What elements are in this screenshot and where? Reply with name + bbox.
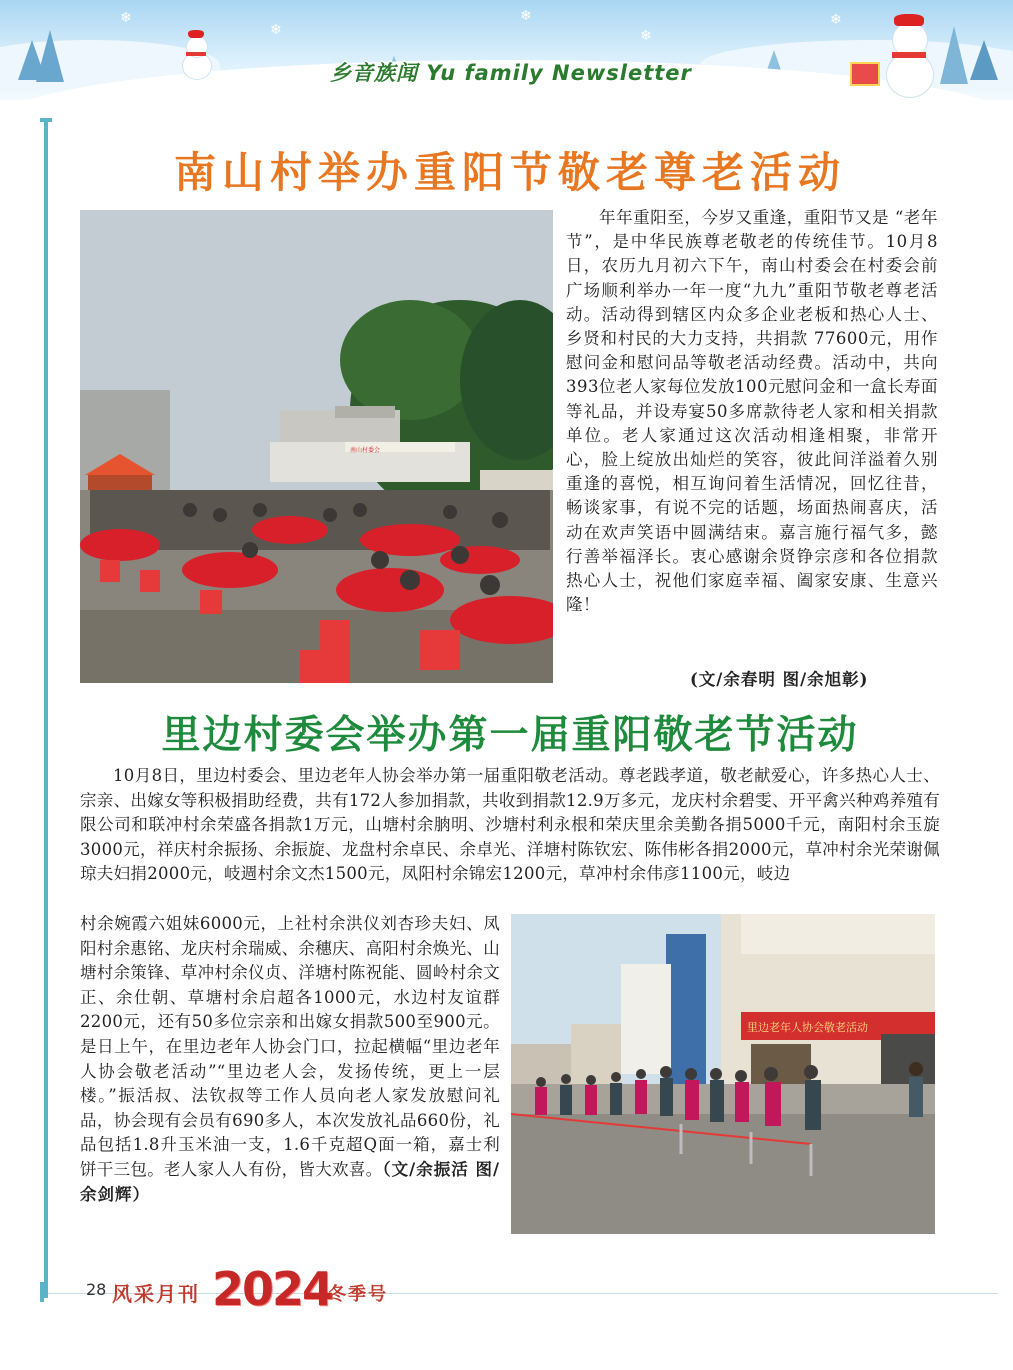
snowflake-icon: ❄: [270, 22, 282, 38]
pine-tree-icon: [970, 40, 998, 80]
article2-body-bottom-text: 村余婉霞六姐妹6000元，上社村余洪仪刘杏珍夫妇、凤阳村余惠铭、龙庆村余瑞威、余穗庆、高阳村余焕光、山塘村余策锋、草冲村余仪贞、洋塘村陈祝能、圆岭村余文正、余仕朝、草塘村余启超各1000元，水边村友谊群2200元，还有50多位宗亲和出嫁女捐款500至900元。是日上午，在里边老年人协会门口，拉起横幅“里边老年人协会敬老活动”“里边老人会，发扬传统，更上一层楼。”振活叔、法钦叔等工作人员向老人家发放慰问礼品，协会现有会员有690多人，本次发放礼品660份，礼品包括1.8升玉米油一支，1.6千克超Q面一箱，嘉士利饼干三包。老人家人人有份，皆大欢喜。: [80, 914, 500, 1179]
article2-body-bottom: [80, 912, 500, 1207]
gift-icon: [850, 62, 880, 86]
snowflake-icon: ❄: [640, 28, 652, 44]
article1-title: 南山村举办重阳节敬老尊老活动: [173, 148, 846, 197]
article1-credit: (文/余春明 图/余旭彰): [690, 670, 869, 689]
masthead-title: 乡音族闻 Yu family Newsletter: [330, 61, 692, 85]
snowman-icon: [168, 30, 228, 80]
left-frame-line: [44, 118, 48, 1298]
footer-frame-hook: [40, 1282, 44, 1302]
pine-tree-icon: [940, 26, 968, 84]
snowflake-icon: ❄: [830, 12, 842, 28]
article2-body-top: 10月8日，里边村委会、里边老年人协会举办第一届重阳敬老活动。尊老践孝道，敬老献爱心，许多热心人士、宗亲、出嫁女等积极捐助经费，共有172人参加捐款，共收到捐款12.9万多元，龙庆村余碧雯、开平禽兴种鸡养殖有限公司和联冲村余荣盛各捐款1万元，山塘村余朒明、沙塘村利永根和荣庆里余美勤各捐5000千元，南阳村余玉旋3000元，祥庆村余振扬、余振旋、龙盘村余卓民、余卓光、洋塘村陈钦宏、陈伟彬各捐2000元，草冲村余光荣谢佩琼夫妇捐2000元，岐週村余文杰1500元，凤阳村余锦宏1200元，草冲村余伟彦1100元，岐边: [80, 766, 940, 884]
article2-photo: [511, 914, 935, 1234]
issue-year: 2024: [212, 1262, 333, 1316]
snowman-icon: [880, 12, 940, 98]
page-number: 28: [86, 1280, 107, 1299]
magazine-name: 风采月刊: [112, 1282, 200, 1306]
article1-body: 年年重阳至，今岁又重逢，重阳节又是 “老年节”，是中华民族尊老敬老的传统佳节。10月8日，农历九月初六下午，南山村委会在村委会前广场顺利举办一年一度“九九”重阳节敬老尊老活动。活动得到辖区内众多企业老板和热心人士、乡贤和村民的大力支持，共捐款 77600元，用作慰问金和慰问品等敬老活动经费。活动中，共向393位老人家每位发放100元慰问金和一盒长寿面等礼品，并设寿宴50多席款待老人家和相关捐款单位。老人家通过这次活动相逢相聚，非常开心，脸上绽放出灿烂的笑容，彼此间洋溢着久别重逢的喜悦，相互询问着生活情况，回忆往昔，畅谈家事，有说不完的话题，场面热闹喜庆，活动在欢声笑语中圆满结束。嘉言施行福气多，懿行善举福泽长。衷心感谢余贤铮宗彦和各位捐款热心人士，祝他们家庭幸福、阖家安康、生意兴隆！: [566, 208, 938, 615]
snowflake-icon: ❄: [520, 8, 532, 24]
header-banner: [0, 0, 1013, 100]
article2-credit: （文/余振活 图/余剑辉）: [80, 1159, 500, 1204]
article2-title: 里边村委会举办第一届重阳敬老节活动: [161, 713, 859, 758]
article1-photo: [80, 210, 553, 683]
photo-banner-text: 南山村委会: [350, 447, 381, 454]
snowflake-icon: ❄: [120, 10, 132, 26]
frame-corner: [40, 118, 52, 122]
photo-banner-text: 里边老年人协会敬老活动: [747, 1021, 868, 1034]
issue-season: 冬季号: [328, 1284, 388, 1305]
pine-tree-icon: [36, 30, 64, 82]
